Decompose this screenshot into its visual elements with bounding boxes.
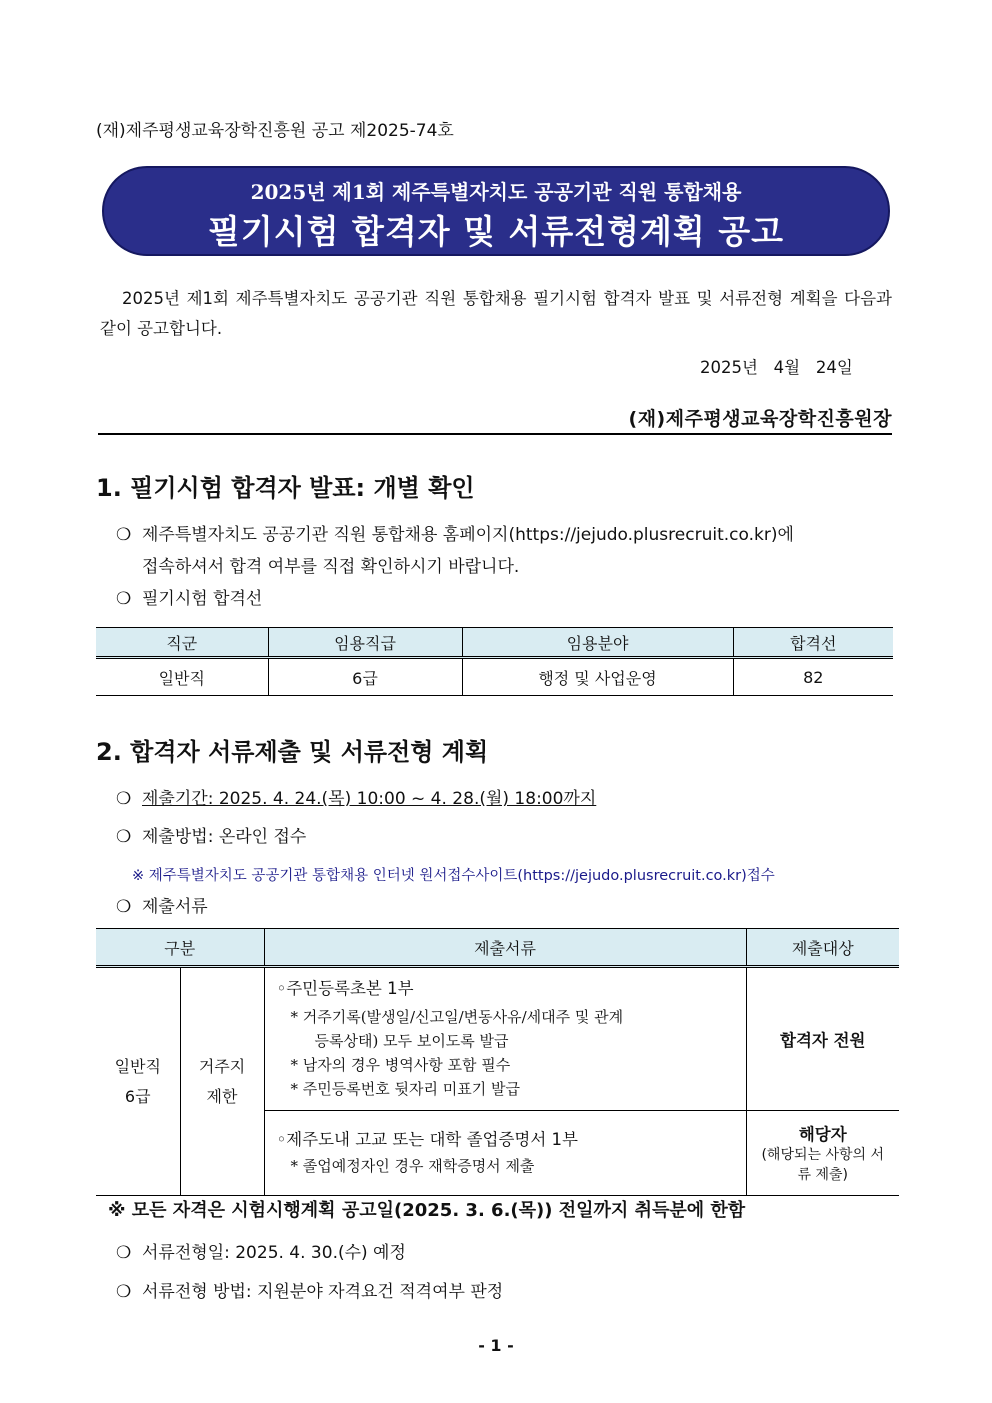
section1-bullet-cutoff: [116, 584, 262, 609]
issuer-name: (재)제주평생교육장학진흥원장: [628, 408, 892, 430]
cutoff-table: [96, 627, 893, 696]
banner-title: 필기시험 합격자 및 서류전형계획 공고: [207, 212, 784, 251]
documents-label: 제출서류: [142, 897, 208, 917]
cutoff-label: 필기시험 합격선: [142, 589, 263, 609]
review-method: 서류전형 방법: 지원분야 자격요건 적격여부 판정: [142, 1282, 504, 1302]
documents-table-header: [96, 929, 899, 967]
bullet-icon: ❍: [116, 525, 132, 545]
doc2-target-sub: (해당되는 사항의 서류 제출): [761, 1147, 885, 1183]
cell-grade: 6급: [268, 658, 462, 696]
doc1-note3: * 주민등록번호 뒷자리 미표기 발급: [290, 1080, 520, 1098]
doc1-note2: * 남자의 경우 병역사항 포함 필수: [290, 1056, 511, 1074]
doc2-note1: * 졸업예정자인 경우 재학증명서 제출: [290, 1157, 535, 1175]
bullet-icon: ❍: [116, 1243, 132, 1263]
cutoff-table-header: [96, 628, 893, 658]
cell-job-group: 일반직: [96, 658, 268, 696]
cell-doc1: [264, 967, 746, 1111]
doc1-note1: * 거주기록(발생일/신고일/변동사유/세대주 및 관계: [290, 1008, 624, 1026]
bullet-icon: ❍: [116, 589, 132, 609]
section1-bullet-homepage: [116, 520, 794, 545]
submission-method: 제출방법: 온라인 접수: [142, 827, 307, 847]
cell-group: 일반직 6급: [96, 967, 180, 1196]
header-documents: 제출서류: [264, 929, 746, 967]
intro-paragraph: 2025년 제1회 제주특별자치도 공공기관 직원 통합채용 필기시험 합격자 발표 및 서류전형 계획을 다음과 같이 공고합니다.: [100, 289, 892, 338]
cell-cutoff: 82: [733, 658, 893, 696]
homepage-text: 제주특별자치도 공공기관 직원 통합채용 홈페이지(https://jejudo.plusrecruit.co.kr)에: [142, 525, 794, 545]
header-cutoff: 합격선: [733, 628, 893, 658]
doc1-note1b: 등록상태) 모두 보이도록 발급: [314, 1032, 509, 1050]
doc1-title: ◦주민등록초본 1부: [276, 979, 414, 998]
bullet-icon: ❍: [116, 827, 132, 847]
doc2-title: ◦제주도내 고교 또는 대학 졸업증명서 1부: [276, 1130, 578, 1149]
notice-date: 2025년 4월 24일: [700, 358, 853, 377]
cell-doc2: [264, 1111, 746, 1196]
homepage-text-cont: 접속하셔서 합격 여부를 직접 확인하시기 바랍니다.: [142, 557, 520, 577]
section2-bullet-period: [116, 784, 596, 809]
cell-field: 행정 및 사업운영: [462, 658, 733, 696]
divider: [98, 433, 892, 435]
cell-doc2-target: [746, 1111, 899, 1196]
bullet-icon: ❍: [116, 789, 132, 809]
header-field: 임용분야: [462, 628, 733, 658]
cell-doc1-target: 합격자 전원: [746, 967, 899, 1111]
section2-bullet-method: [116, 822, 306, 847]
section1-title: 1. 필기시험 합격자 발표: 개별 확인: [96, 474, 475, 502]
section2-bullet-review-date: [116, 1238, 406, 1263]
table-row: [96, 967, 899, 1111]
method-note: ※ 제주특별자치도 공공기관 통합채용 인터넷 원서접수사이트(https://jejudo.plusrecruit.co.kr)접수: [132, 868, 775, 884]
review-date: 서류전형일: 2025. 4. 30.(수) 예정: [142, 1243, 406, 1263]
qualification-footnote: ※ 모든 자격은 시험시행계획 공고일(2025. 3. 6.(목)) 전일까지 취득분에 한함: [108, 1200, 746, 1221]
banner-subtitle: 2025년 제1회 제주특별자치도 공공기관 직원 통합채용: [250, 180, 742, 204]
header-grade: 임용직급: [268, 628, 462, 658]
header-job-group: 직군: [96, 628, 268, 658]
documents-table: [96, 928, 899, 1196]
cell-subgroup: 거주지 제한: [180, 967, 264, 1196]
section2-bullet-documents: [116, 892, 208, 917]
bullet-icon: ❍: [116, 897, 132, 917]
doc2-target: 해당자: [798, 1125, 847, 1144]
bullet-icon: ❍: [116, 1282, 132, 1302]
table-row: [96, 658, 893, 696]
page-number: - 1 -: [478, 1336, 514, 1355]
title-banner: [102, 166, 890, 256]
header-target: 제출대상: [746, 929, 899, 967]
notice-number: (재)제주평생교육장학진흥원 공고 제2025-74호: [96, 121, 454, 141]
header-category: 구분: [96, 929, 264, 967]
section2-title: 2. 합격자 서류제출 및 서류전형 계획: [96, 738, 489, 766]
section2-bullet-review-method: [116, 1277, 503, 1302]
submission-period: 제출기간: 2025. 4. 24.(목) 10:00 ~ 4. 28.(월) 18:00까지: [142, 789, 597, 809]
